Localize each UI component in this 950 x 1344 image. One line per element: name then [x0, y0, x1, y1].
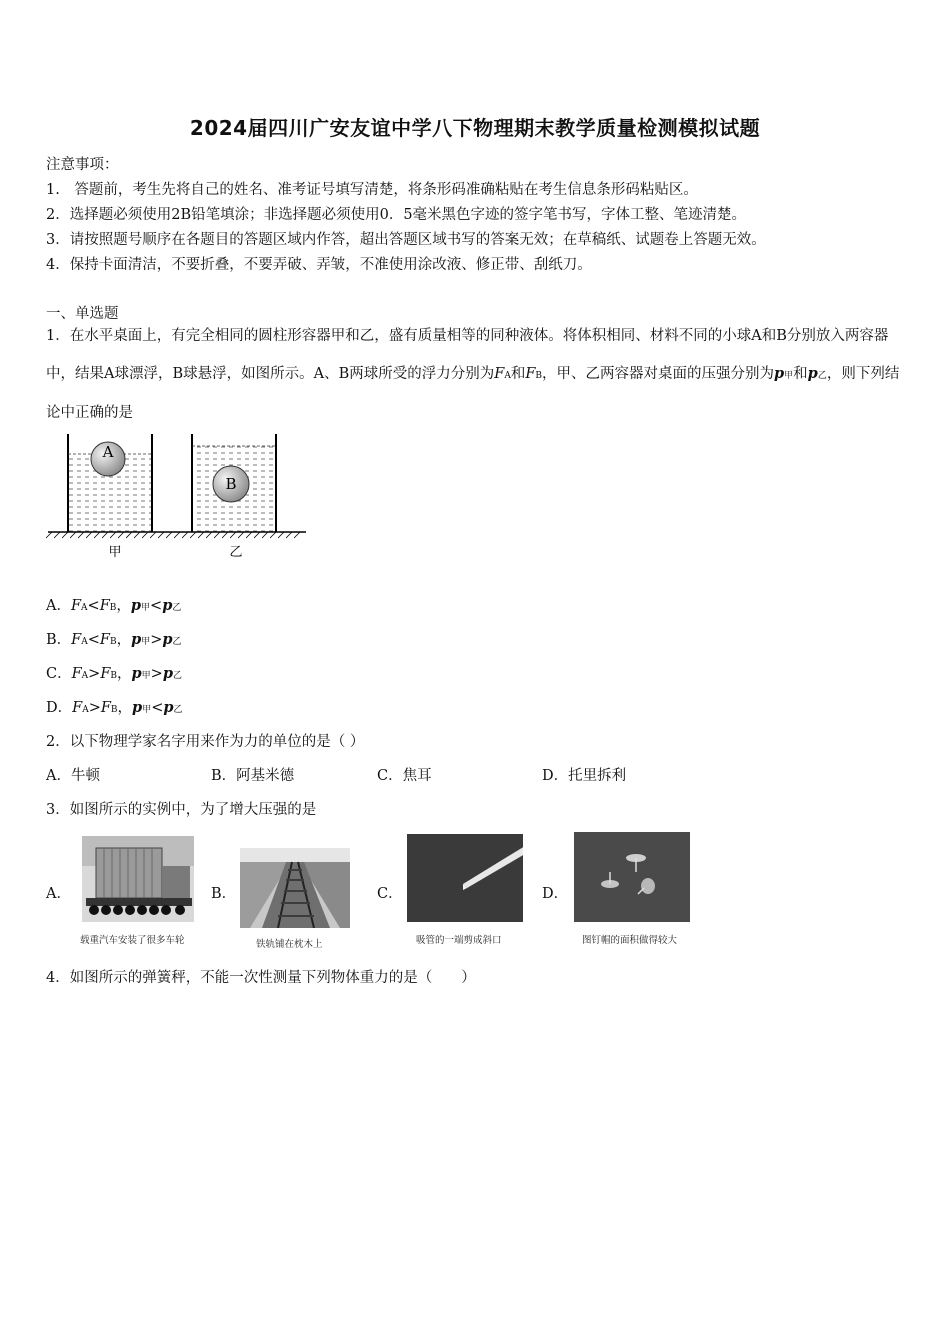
question-4-text: 4．如图所示的弹簧秤，不能一次性测量下列物体重力的是（ ）: [46, 970, 476, 986]
q1-option-d[interactable]: D．FA>FB，p甲<p乙: [46, 699, 183, 716]
caption-straw: 吸管的一端剪成斜口: [416, 935, 502, 946]
q1-option-a[interactable]: A．FA<FB，p甲<p乙: [46, 597, 182, 614]
label-jia: 甲: [108, 545, 122, 560]
section-heading: 一、单选题: [46, 306, 119, 322]
note-item: 2．选择题必须使用2B铅笔填涂；非选择题必须使用0．5毫米黑色字迹的签字笔书写，字体工整、笔迹清楚。: [46, 207, 747, 223]
label-yi: 乙: [229, 545, 243, 560]
note-item: 1. 答题前，考生先将自己的姓名、准考证号填写清楚，将条形码准确粘贴在考生信息条形码粘贴区。: [46, 182, 698, 198]
ball-b-label: B: [225, 475, 237, 493]
caption-truck: 载重汽车安装了很多车轮: [80, 935, 185, 946]
truck-photo: [82, 836, 194, 922]
q3-option-b-label[interactable]: B．: [211, 886, 237, 902]
q1-option-c[interactable]: C．FA>FB，p甲>p乙: [46, 665, 182, 682]
question-1-text: 1．在水平桌面上，有完全相同的圆柱形容器甲和乙，盛有质量相等的同种液体。将体积相同、材料不同的小球A和B分别放入两容器中，结果A球漂浮，B球悬浮，如图所示。A、B两球所受的浮力分别为FA和FB，甲、乙两容器对桌面的压强分别为p甲和p乙，则下列结论中正确的是: [46, 328, 900, 421]
straw-photo: [407, 834, 523, 922]
q2-option-a[interactable]: A．牛顿: [46, 768, 100, 784]
q3-option-a-label[interactable]: A．: [46, 886, 71, 902]
containers-figure: [44, 432, 310, 564]
q3-option-d-label[interactable]: D．: [542, 886, 569, 902]
thumbtack-photo: [574, 832, 690, 922]
question-2-text: 2．以下物理学家名字用来作为力的单位的是（ ）: [46, 734, 365, 750]
q2-option-d[interactable]: D．托里拆利: [542, 768, 627, 784]
page-title: 2024届四川广安友谊中学八下物理期末教学质量检测模拟试题: [189, 116, 761, 140]
caption-railway: 铁轨铺在枕木上: [256, 939, 323, 950]
ball-a-label: A: [102, 443, 114, 461]
railway-photo: [240, 848, 350, 928]
question-3-text: 3．如图所示的实例中，为了增大压强的是: [46, 802, 317, 818]
caption-thumbtack: 图钉帽的面积做得较大: [582, 935, 678, 946]
q2-option-c[interactable]: C．焦耳: [377, 768, 432, 784]
q1-option-b[interactable]: B．FA<FB，p甲>p乙: [46, 631, 182, 648]
q3-option-c-label[interactable]: C．: [377, 886, 403, 902]
note-item: 3．请按照题号顺序在各题目的答题区域内作答，超出答题区域书写的答案无效；在草稿纸、试题卷上答题无效。: [46, 232, 766, 248]
note-item: 4．保持卡面清洁，不要折叠，不要弄破、弄皱，不准使用涂改液、修正带、刮纸刀。: [46, 257, 592, 273]
notes-heading: 注意事项：: [46, 157, 119, 173]
q2-option-b[interactable]: B．阿基米德: [211, 768, 295, 784]
